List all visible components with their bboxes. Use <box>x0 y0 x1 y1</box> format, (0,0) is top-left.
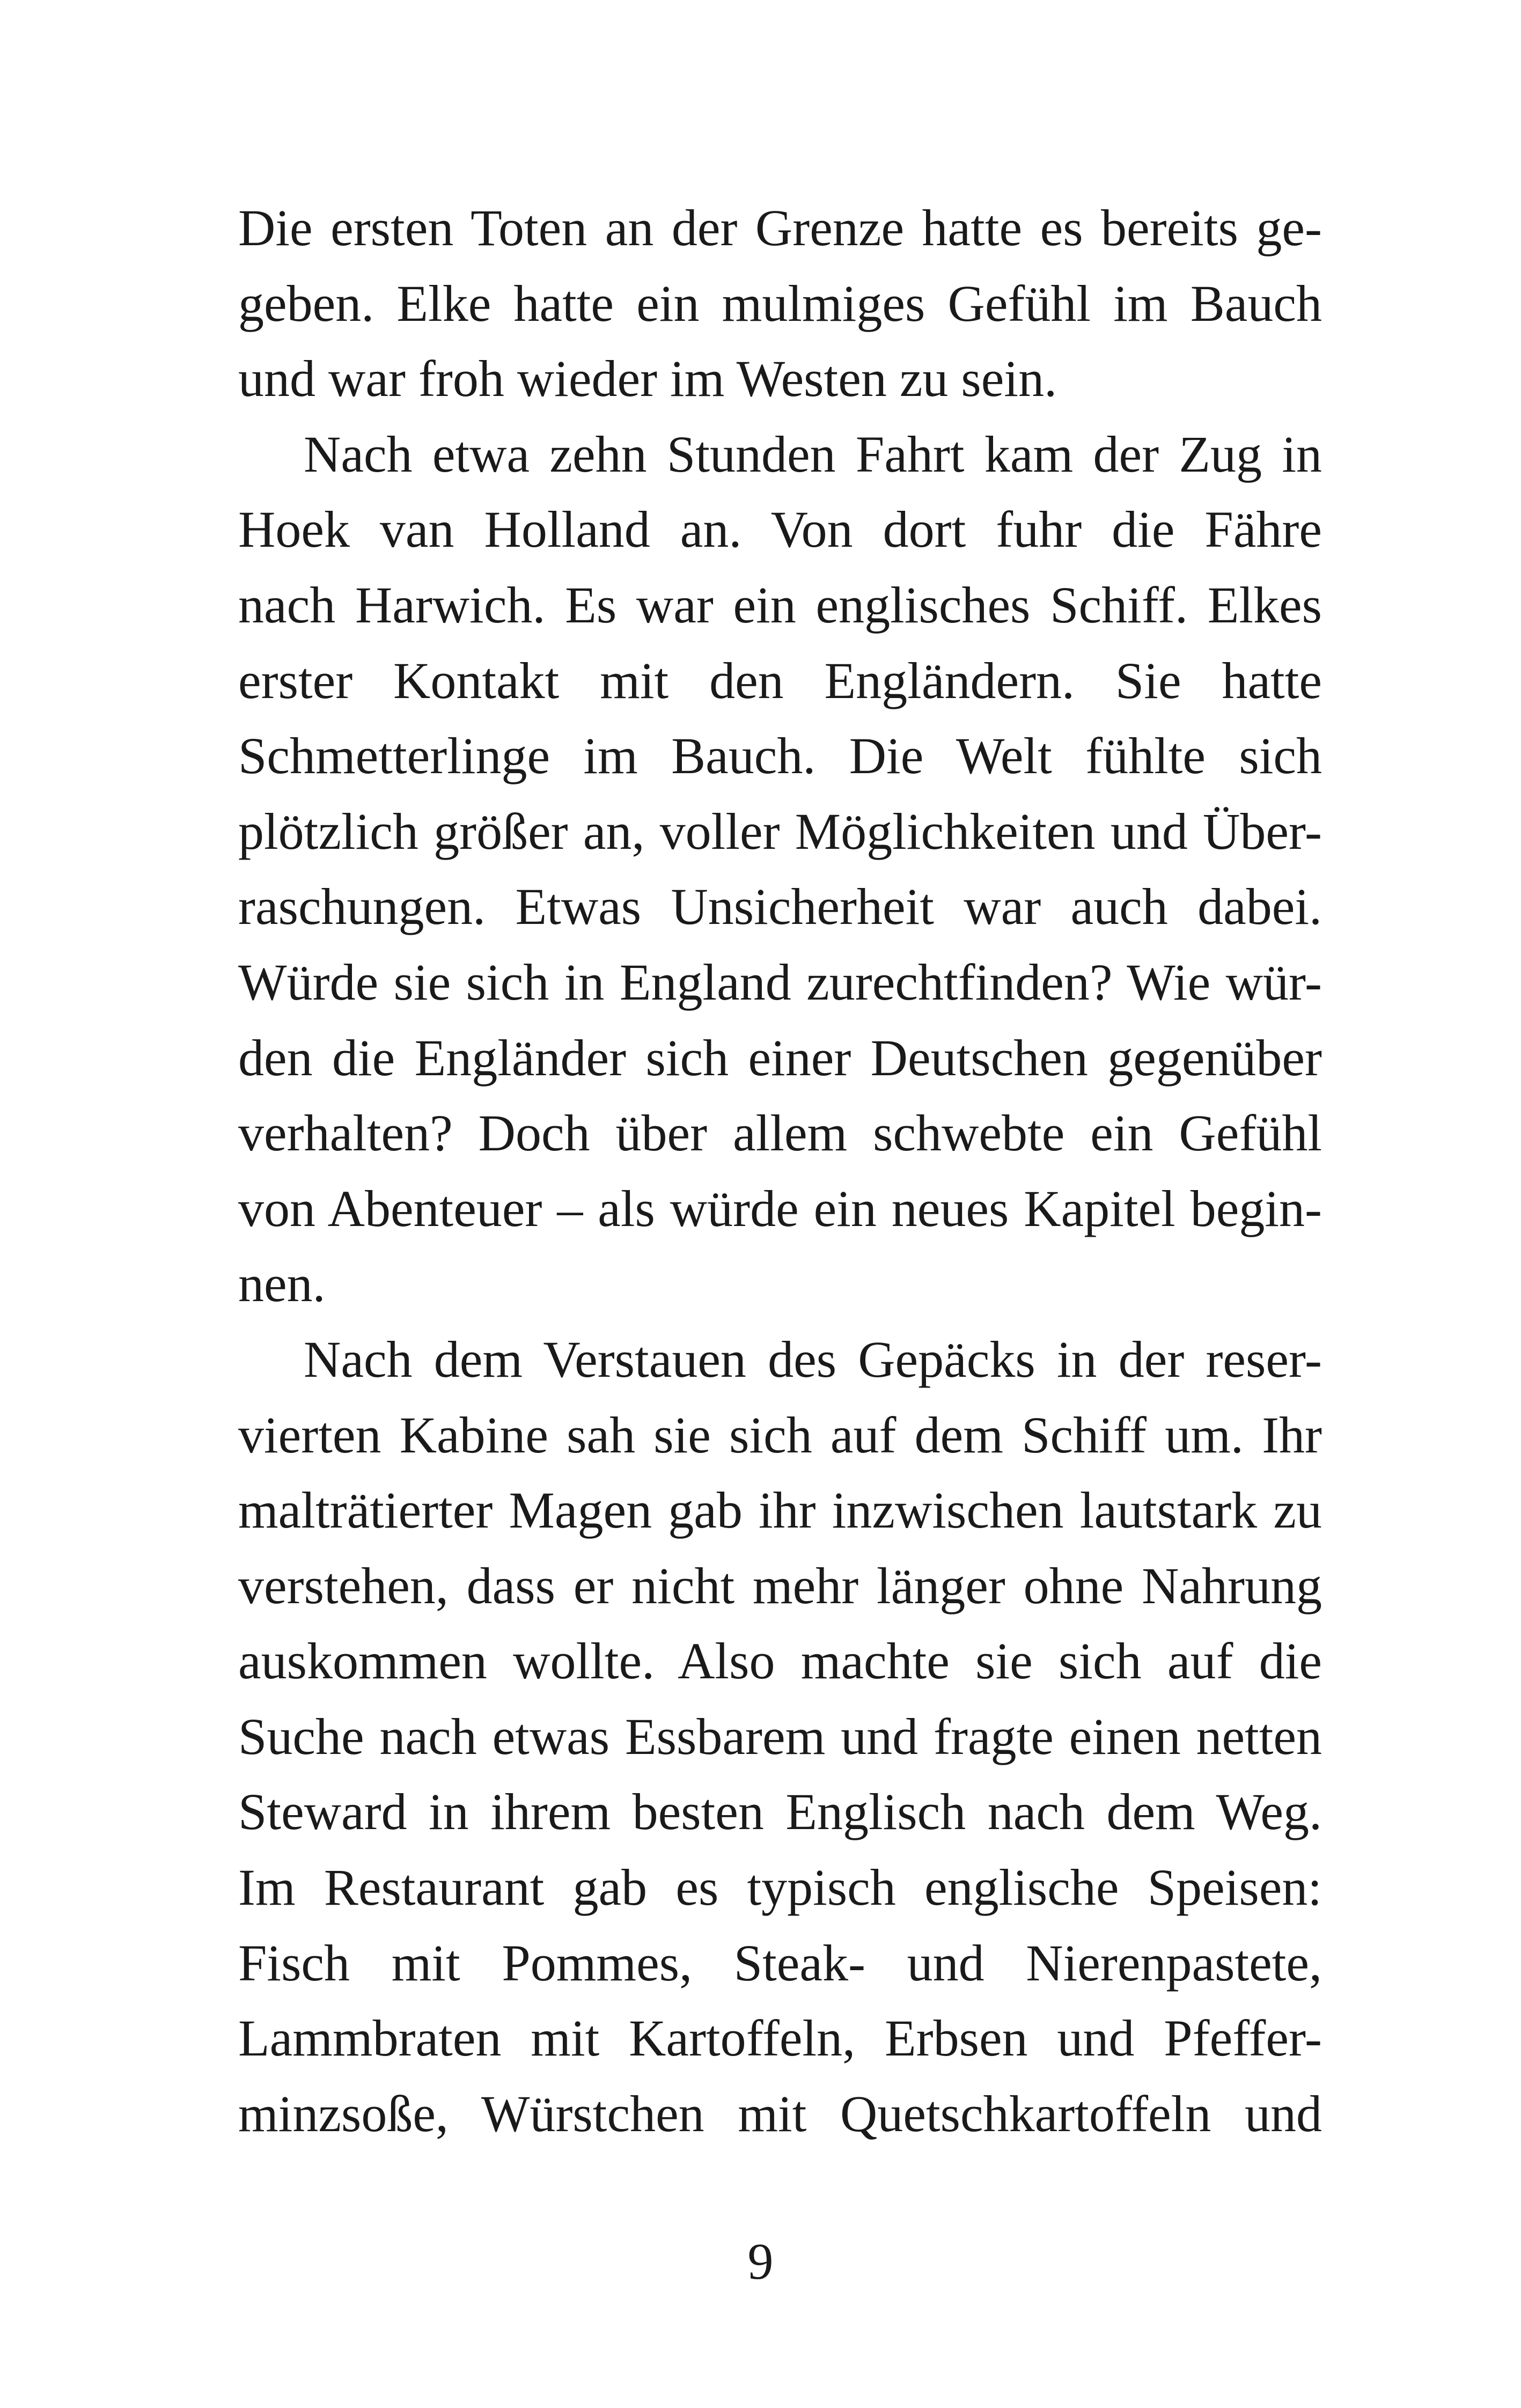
text-line: auskommen wollte. Also machte sie sich auf die <box>238 1632 1322 1690</box>
text-line: malträtierter Magen gab ihr inzwischen lautstark zu <box>238 1481 1322 1539</box>
text-line: und war froh wieder im Westen zu sein. <box>238 350 1057 408</box>
page-number: 9 <box>747 2233 774 2290</box>
text-line: von Abenteuer – als würde ein neues Kapitel begin- <box>238 1179 1322 1237</box>
text-line: geben. Elke hatte ein mulmiges Gefühl im Bauch <box>238 274 1322 332</box>
text-line: Lammbraten mit Kartoffeln, Erbsen und Pfeffer- <box>238 2009 1322 2067</box>
text-line: Schmetterlinge im Bauch. Die Welt fühlte sich <box>238 727 1322 785</box>
text-line: Fisch mit Pommes, Steak- und Nierenpastete, <box>238 1934 1322 1992</box>
text-line: raschungen. Etwas Unsicherheit war auch dabei. <box>238 878 1322 936</box>
text-line: Nach dem Verstauen des Gepäcks in der reser- <box>304 1330 1322 1388</box>
text-line: den die Engländer sich einer Deutschen gegenüber <box>238 1029 1322 1086</box>
text-line: Die ersten Toten an der Grenze hatte es bereits ge- <box>238 199 1322 256</box>
text-line: Nach etwa zehn Stunden Fahrt kam der Zug in <box>304 425 1322 483</box>
text-line: verhalten? Doch über allem schwebte ein Gefühl <box>238 1104 1322 1162</box>
text-line: Im Restaurant gab es typisch englische Speisen: <box>238 1859 1322 1917</box>
text-line: minzsoße, Würstchen mit Quetschkartoffeln und <box>238 2084 1322 2142</box>
text-line: nen. <box>238 1255 326 1313</box>
text-line: verstehen, dass er nicht mehr länger ohne Nahrung <box>238 1557 1322 1614</box>
text-line: Hoek van Holland an. Von dort fuhr die Fähre <box>238 501 1322 559</box>
text-line: Suche nach etwas Essbarem und fragte einen netten <box>238 1707 1322 1765</box>
text-line: nach Harwich. Es war ein englisches Schiff. Elkes <box>238 576 1322 634</box>
text-line: erster Kontakt mit den Engländern. Sie hatte <box>238 651 1322 709</box>
text-line: vierten Kabine sah sie sich auf dem Schiff um. Ihr <box>238 1406 1322 1464</box>
body-text <box>238 190 1322 2152</box>
text-line: Würde sie sich in England zurechtfinden? Wie wür- <box>238 953 1322 1011</box>
text-line: plötzlich größer an, voller Möglichkeiten und Über- <box>238 802 1322 860</box>
text-line: Steward in ihrem besten Englisch nach dem Weg. <box>238 1783 1322 1841</box>
